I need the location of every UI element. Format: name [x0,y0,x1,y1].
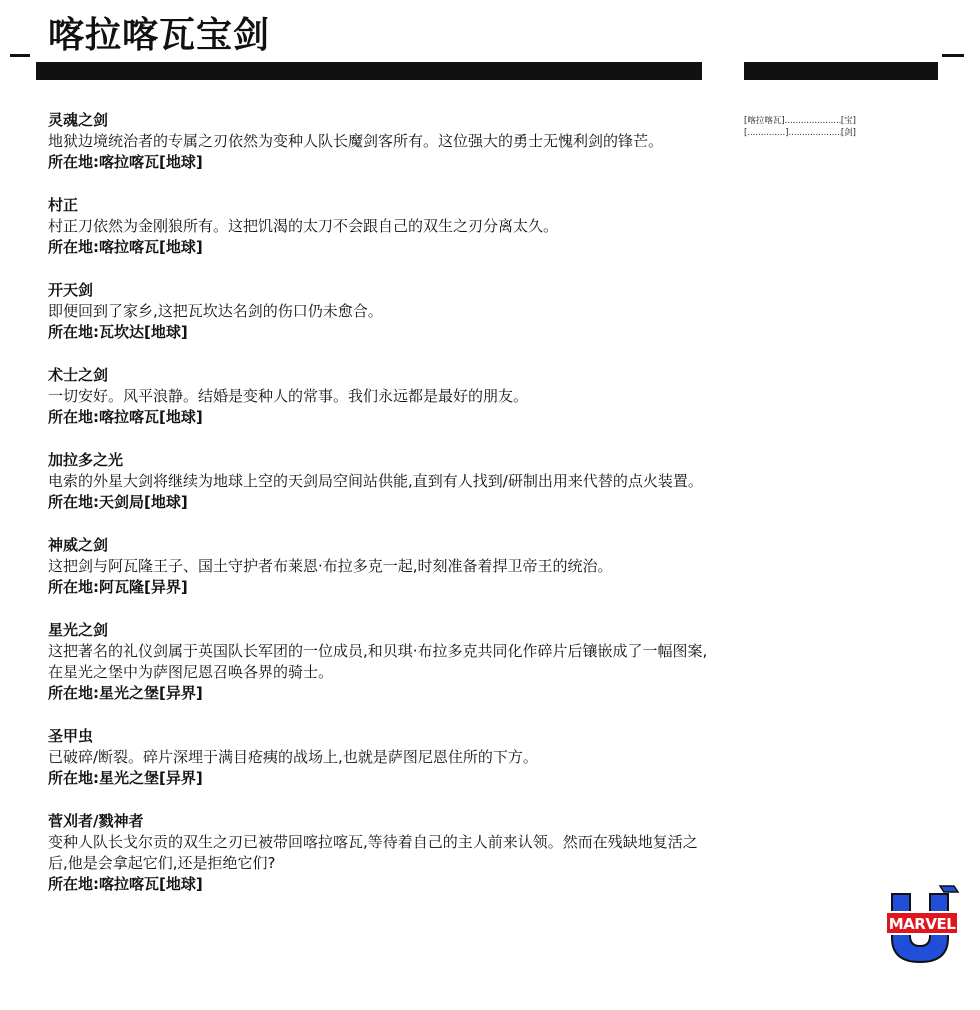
sword-name: 术士之剑 [48,366,109,384]
sword-location: 所在地:星光之堡[异界] [48,684,203,702]
left-dash-mark [10,54,30,57]
sword-location: 所在地:喀拉喀瓦[地球] [48,408,203,426]
sword-name: 加拉多之光 [48,451,124,469]
sword-name: 神威之剑 [48,536,109,554]
sword-entry [48,365,708,428]
index-box [744,115,856,139]
sword-name: 村正 [48,196,79,214]
sword-name: 灵魂之剑 [48,111,109,129]
sword-location: 所在地:星光之堡[异界] [48,769,203,787]
sword-description: 这把剑与阿瓦隆王子、国土守护者布莱恩·布拉多克一起,时刻准备着捍卫帝王的统治。 [48,557,613,575]
sword-location: 所在地:喀拉喀瓦[地球] [48,153,203,171]
sword-list [48,110,708,917]
sword-description: 即便回到了家乡,这把瓦坎达名剑的伤口仍未愈合。 [48,302,383,320]
index-right-label: [宝] [840,116,856,126]
sword-name: 菅刈者/戮神者 [48,812,144,830]
sword-entry [48,195,708,258]
right-dash-mark [942,54,964,57]
sword-entry [48,450,708,513]
sword-name: 星光之剑 [48,621,109,639]
sword-location: 所在地:喀拉喀瓦[地球] [48,875,203,893]
index-row [744,127,856,139]
sword-name: 圣甲虫 [48,727,94,745]
sword-entry [48,535,708,598]
sword-entry [48,280,708,343]
sword-entry [48,110,708,173]
sword-location: 所在地:阿瓦隆[异界] [48,578,188,596]
sword-location: 所在地:天剑局[地球] [48,493,188,511]
index-dots [785,115,841,127]
sword-description: 村正刀依然为金刚狼所有。这把饥渴的太刀不会跟自己的双生之刃分离太久。 [48,217,559,235]
sword-location: 所在地:喀拉喀瓦[地球] [48,238,203,256]
sword-description: 已破碎/断裂。碎片深埋于满目疮痍的战场上,也就是萨图尼恩住所的下方。 [48,748,538,766]
sword-description: 一切安好。风平浪静。结婚是变种人的常事。我们永远都是最好的朋友。 [48,387,529,405]
sword-description: 变种人队长戈尔贡的双生之刃已被带回喀拉喀瓦,等待着自己的主人前来认领。然而在残缺地复活之后,他是会拿起它们,还是拒绝它们? [48,833,698,872]
marvel-unlimited-logo [884,884,962,964]
index-left-label: [..............] [744,128,789,138]
logo-text: MARVEL [888,915,956,933]
sword-description: 地狱边境统治者的专属之刃依然为变种人队长魔剑客所有。这位强大的勇士无愧利剑的锋芒。 [48,132,664,150]
sword-entry [48,726,708,789]
index-row [744,115,856,127]
sword-description: 电索的外星大剑将继续为地球上空的天剑局空间站供能,直到有人找到/研制出用来代替的点火装置。 [48,472,703,490]
sword-name: 开天剑 [48,281,94,299]
header-bar-side [744,62,938,80]
header-bar-main [36,62,702,80]
sword-entry [48,811,708,895]
index-dots [788,127,840,139]
index-left-label: [喀拉喀瓦] [744,116,785,126]
sword-location: 所在地:瓦坎达[地球] [48,323,188,341]
index-right-label: [剑] [840,128,856,138]
sword-entry [48,620,708,704]
sword-description: 这把著名的礼仪剑属于英国队长军团的一位成员,和贝琪·布拉多克共同化作碎片后镶嵌成了一幅图案,在星光之堡中为萨图尼恩召唤各界的骑士。 [48,642,708,681]
page-title: 喀拉喀瓦宝剑 [48,15,271,56]
